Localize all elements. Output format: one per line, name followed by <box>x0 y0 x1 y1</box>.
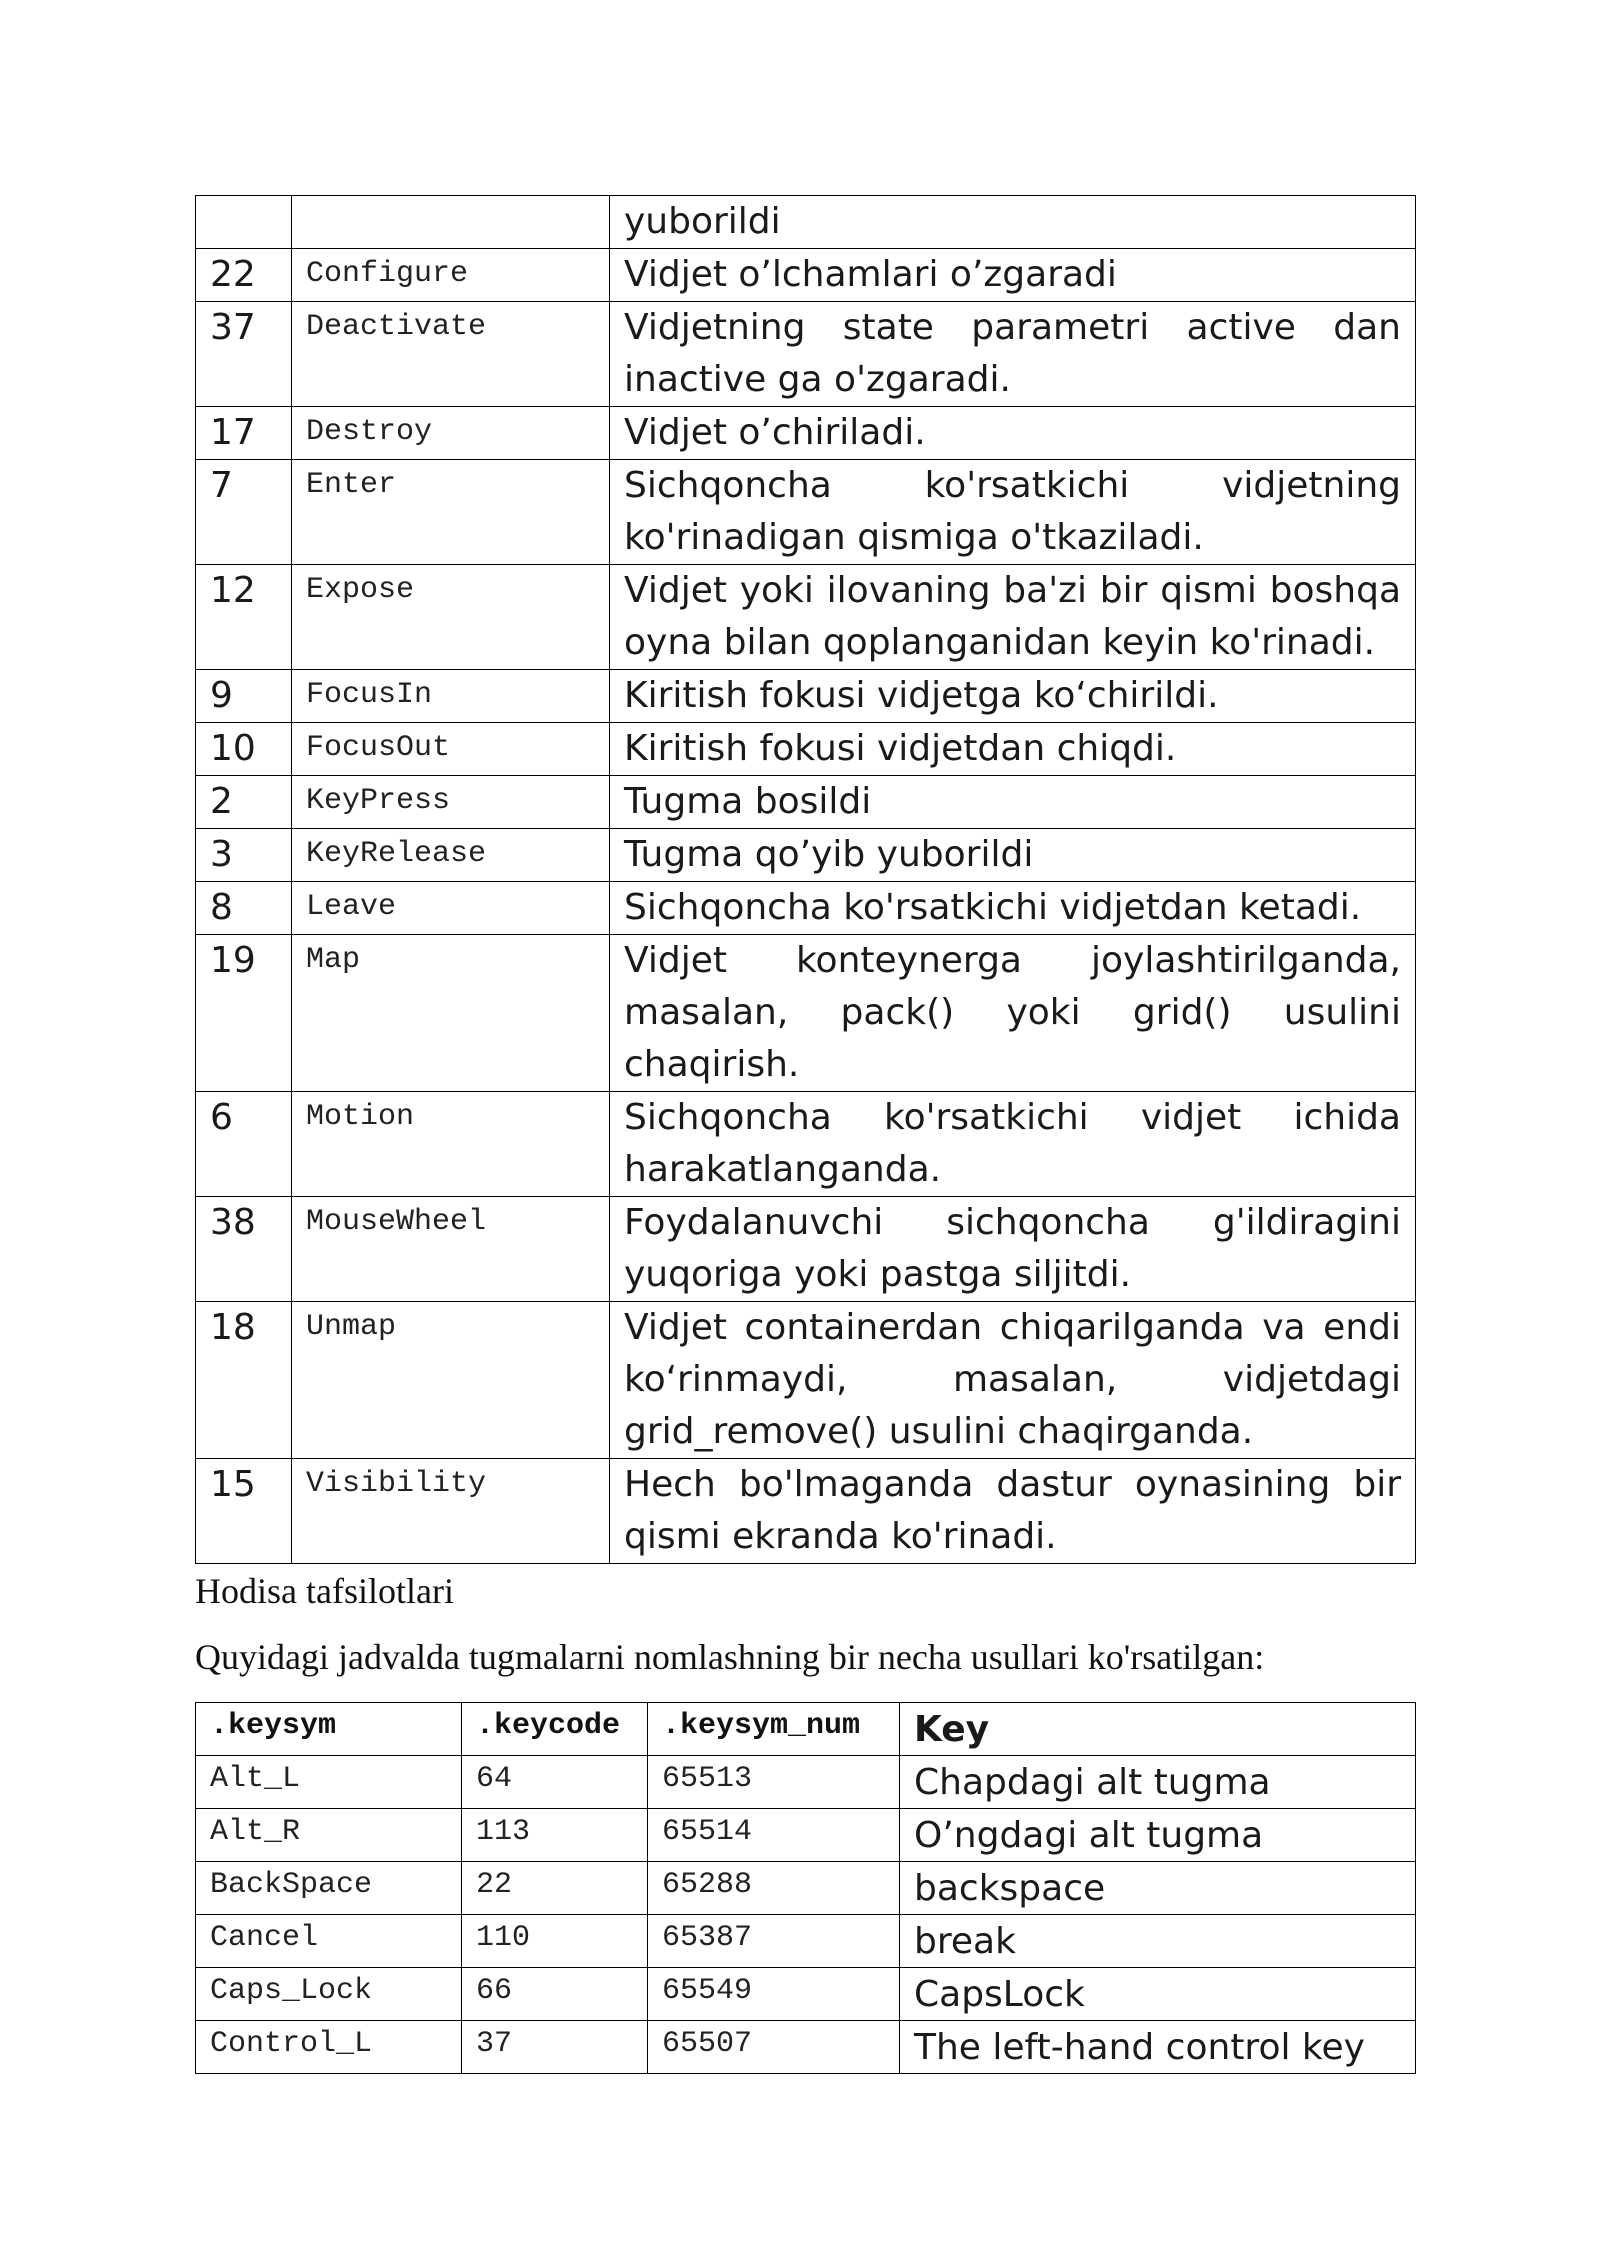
event-code: 12 <box>196 565 292 670</box>
event-name: Motion <box>292 1092 610 1197</box>
event-name: FocusIn <box>292 670 610 723</box>
event-code: 10 <box>196 723 292 776</box>
event-code: 2 <box>196 776 292 829</box>
table-row <box>196 1756 1416 1809</box>
keycode-cell: 110 <box>462 1915 648 1968</box>
event-name: Unmap <box>292 1302 610 1459</box>
table-row <box>196 1459 1416 1564</box>
event-code: 3 <box>196 829 292 882</box>
event-name: KeyPress <box>292 776 610 829</box>
table-row <box>196 829 1416 882</box>
key-cell: The left-hand control key <box>900 2021 1416 2074</box>
event-name: Configure <box>292 249 610 302</box>
key-cell: backspace <box>900 1862 1416 1915</box>
event-description: Vidjet o’lchamlari o’zgaradi <box>610 249 1416 302</box>
event-code: 18 <box>196 1302 292 1459</box>
key-cell: Chapdagi alt tugma <box>900 1756 1416 1809</box>
table-row <box>196 723 1416 776</box>
event-name: Expose <box>292 565 610 670</box>
key-cell: break <box>900 1915 1416 1968</box>
keycode-cell: 113 <box>462 1809 648 1862</box>
event-name: MouseWheel <box>292 1197 610 1302</box>
keysym-cell: Control_L <box>196 2021 462 2074</box>
event-code: 15 <box>196 1459 292 1564</box>
table-header-row <box>196 1703 1416 1756</box>
event-code: 9 <box>196 670 292 723</box>
table-row <box>196 407 1416 460</box>
event-description: Tugma qo’yib yuborildi <box>610 829 1416 882</box>
event-name: FocusOut <box>292 723 610 776</box>
event-description: yuborildi <box>610 196 1416 249</box>
event-name: Enter <box>292 460 610 565</box>
events-table <box>195 195 1416 1564</box>
table-row <box>196 670 1416 723</box>
keysym-num-cell: 65507 <box>648 2021 900 2074</box>
event-name <box>292 196 610 249</box>
column-header: Key <box>900 1703 1416 1756</box>
event-name: Visibility <box>292 1459 610 1564</box>
section-title: Hodisa tafsilotlari <box>195 1571 454 1611</box>
table-row <box>196 776 1416 829</box>
table-row <box>196 460 1416 565</box>
event-code <box>196 196 292 249</box>
event-description: Sichqoncha ko'rsatkichi vidjetning ko'rinadigan qismiga o'tkaziladi. <box>610 460 1416 565</box>
key-cell: CapsLock <box>900 1968 1416 2021</box>
table-row <box>196 1968 1416 2021</box>
keys-table <box>195 1702 1416 2074</box>
keysym-cell: Cancel <box>196 1915 462 1968</box>
table-row <box>196 1915 1416 1968</box>
table-row <box>196 565 1416 670</box>
event-description: Vidjet konteynerga joylashtirilganda, masalan, pack() yoki grid() usulini chaqirish. <box>610 935 1416 1092</box>
keysym-num-cell: 65514 <box>648 1809 900 1862</box>
keysym-cell: Alt_R <box>196 1809 462 1862</box>
table-row <box>196 1302 1416 1459</box>
event-code: 38 <box>196 1197 292 1302</box>
table-row <box>196 935 1416 1092</box>
keycode-cell: 37 <box>462 2021 648 2074</box>
event-name: Leave <box>292 882 610 935</box>
table-row <box>196 882 1416 935</box>
keysym-num-cell: 65387 <box>648 1915 900 1968</box>
event-description: Foydalanuvchi sichqoncha g'ildiragini yuqoriga yoki pastga siljitdi. <box>610 1197 1416 1302</box>
table-row <box>196 249 1416 302</box>
keysym-num-cell: 65549 <box>648 1968 900 2021</box>
keysym-cell: Alt_L <box>196 1756 462 1809</box>
event-code: 37 <box>196 302 292 407</box>
event-description: Tugma bosildi <box>610 776 1416 829</box>
keycode-cell: 66 <box>462 1968 648 2021</box>
event-description: Vidjet yoki ilovaning ba'zi bir qismi boshqa oyna bilan qoplanganidan keyin ko'rinadi. <box>610 565 1416 670</box>
event-code: 17 <box>196 407 292 460</box>
event-description: Vidjetning state parametri active dan inactive ga o'zgaradi. <box>610 302 1416 407</box>
event-code: 8 <box>196 882 292 935</box>
key-cell: O’ngdagi alt tugma <box>900 1809 1416 1862</box>
event-name: Map <box>292 935 610 1092</box>
keysym-num-cell: 65513 <box>648 1756 900 1809</box>
event-description: Hech bo'lmaganda dastur oynasining bir qismi ekranda ko'rinadi. <box>610 1459 1416 1564</box>
event-description: Vidjet o’chiriladi. <box>610 407 1416 460</box>
event-code: 22 <box>196 249 292 302</box>
table-row <box>196 2021 1416 2074</box>
keycode-cell: 22 <box>462 1862 648 1915</box>
event-description: Sichqoncha ko'rsatkichi vidjetdan ketadi. <box>610 882 1416 935</box>
table-row <box>196 196 1416 249</box>
event-name: Deactivate <box>292 302 610 407</box>
event-name: KeyRelease <box>292 829 610 882</box>
section-intro: Quyidagi jadvalda tugmalarni nomlashning bir necha usullari ko'rsatilgan: <box>195 1637 1265 1677</box>
table-row <box>196 1197 1416 1302</box>
table-row <box>196 302 1416 407</box>
table-row <box>196 1092 1416 1197</box>
event-description: Vidjet containerdan chiqarilganda va endi ko‘rinmaydi, masalan, vidjetdagi grid_remove() usulini chaqirganda. <box>610 1302 1416 1459</box>
event-description: Kiritish fokusi vidjetdan chiqdi. <box>610 723 1416 776</box>
event-name: Destroy <box>292 407 610 460</box>
event-code: 6 <box>196 1092 292 1197</box>
keysym-cell: Caps_Lock <box>196 1968 462 2021</box>
keysym-num-cell: 65288 <box>648 1862 900 1915</box>
column-header: .keysym <box>196 1703 462 1756</box>
table-row <box>196 1862 1416 1915</box>
column-header: .keysym_num <box>648 1703 900 1756</box>
table-row <box>196 1809 1416 1862</box>
event-code: 7 <box>196 460 292 565</box>
event-description: Sichqoncha ko'rsatkichi vidjet ichida harakatlanganda. <box>610 1092 1416 1197</box>
keysym-cell: BackSpace <box>196 1862 462 1915</box>
event-description: Kiritish fokusi vidjetga ko‘chirildi. <box>610 670 1416 723</box>
column-header: .keycode <box>462 1703 648 1756</box>
event-code: 19 <box>196 935 292 1092</box>
keycode-cell: 64 <box>462 1756 648 1809</box>
